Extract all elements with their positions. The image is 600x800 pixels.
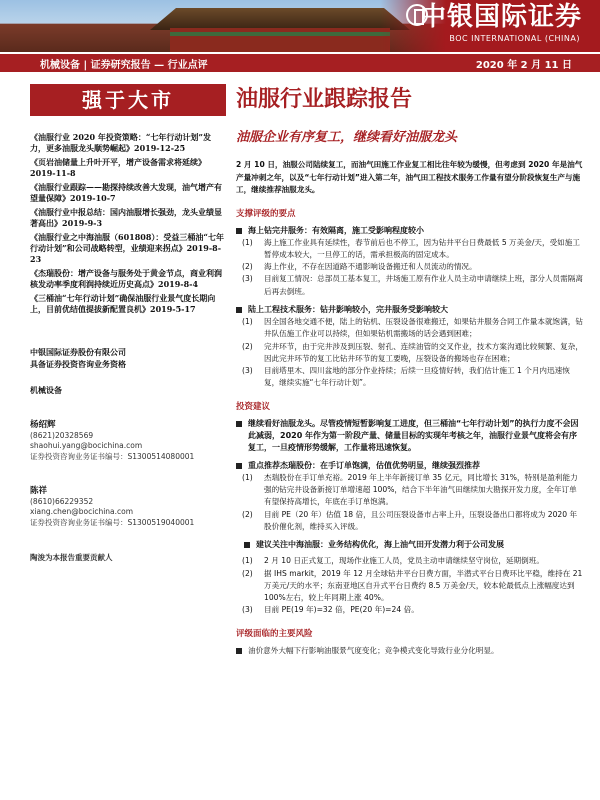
point-heading: 陆上工程技术服务：钻井影响较小，完井服务受影响较大 [236,304,584,316]
analyst-email[interactable]: shaohui.yang@bocichina.com [30,441,143,450]
square-bullet-icon [236,648,242,654]
analyst-card [30,486,226,528]
report-subtitle: 油服企业有序复工，继续看好油服龙头 [236,130,458,145]
section-heading-rating-points: 支撑评级的要点 [236,208,296,219]
point-block-onshore [236,304,584,390]
related-report: 《杰瑞股份：增产设备与服务处于黄金节点，商业利润核发动率季度利润持续近历史高点》2019-8-4 [30,268,222,289]
risk-item: 油价意外大幅下行影响油服景气度变化；竞争模式变化导致行业分化明显。 [236,645,584,657]
numbered-item: (1) 海上施工作业具有延续性，春节前后也不停工，因为钻井平台日费最低 5 万美金/天，受如施工暂停成本较大，一旦停工的话，需承担极高的固定成本。 [242,237,580,259]
analyst-cert: 证券投资咨询业务证书编号：S1300514080001 [30,451,195,461]
palace-roof-image [150,8,410,30]
numbered-item: (3) 目前复工情况：总部员工基本复工，井场施工原有作业人员主动申请继续上班，部分人员需隔离后再去倒班。 [242,274,583,296]
analyst-card [30,420,226,462]
related-report: 《页岩油储量上升叶开平，增产设备需求将延续》2019-11-8 [30,157,206,178]
header-banner [0,0,600,52]
numbered-item: (2) 目前 PE（20 年）估值 18 倍，且公司压裂设备市占率上升，压裂设备出口都将成为 2020 年股价催化剂，维持买入评级。 [242,509,578,531]
analyst-name: 杨绍辉 [30,420,56,430]
numbered-item: (2) 海上作业，不存在因道路不通影响设备搬迁和人员流动的情况。 [242,262,477,272]
numbered-item: (3) 目前塔里木、四川盆地的部分作业持续；后续一旦疫情好转，我们估计施工 1 个月内迅速恢复，继续实施“七年行动计划”。 [242,366,570,388]
rating-badge: 强于大市 [30,84,226,116]
report-category: 机械设备 | 证券研究报告 — 行业点评 [40,60,208,71]
logo-chinese-text: 中银国际证券 [419,2,582,32]
square-bullet-icon [244,542,250,548]
investment-point-jerry [236,460,584,533]
numbered-item: (1) 因全国各地交通不便，陆上的钻机、压裂设备很难搬迁，如果钻井服务合同工作量本就饱满，钻井队伍施工作业可以持续，但如果钻机需搬场的话会遇到困难； [242,316,583,339]
numbered-item: (1) 2 月 10 日正式复工，现场作业施工人员，党员主动申请继续坚守岗位，延期倒班。 [242,556,544,566]
report-title: 油服行业跟踪报告 [236,86,413,112]
logo-english-text: BOC INTERNATIONAL (CHINA) [449,34,580,43]
investment-point [236,418,584,454]
main-content [236,84,584,657]
point-heading: 继续看好油服龙头。尽管疫情短暂影响复工进度，但三桶油“七年行动计划”的执行力度不会因此减弱，2020 年作为第一阶段产量、储量目标的实现年考核之年，油服行业景气度将会有序复工，一旦疫情形势缓解，工作量将迅速恢复。 [236,418,584,454]
section-heading-risks: 评级面临的主要风险 [236,628,313,639]
summary-paragraph: 2 月 10 日，油服公司陆续复工，而油气田施工作业复工相比往年较为缓慢，但考虑到 2020 年是油气产量冲刺之年，以及“七年行动计划”进入第二年，油气田工程技术服务工作量有望分阶段恢复生产与施工，继续推荐油服龙头。 [236,160,583,194]
palace-hall-image [170,28,390,52]
numbered-item: (1) 杰瑞股份在手订单充裕。2019 年上半年新接订单 35 亿元，同比增长 31%，特别是盈利能力强的钻完井设备新接订单增速超 100%，结合下半年油气田继续加大勘探开发力度，全年订单有望保持高增长，年底在手订单饱满。 [242,472,578,507]
point-heading: 海上钻完井服务：有效隔离，施工受影响程度较小 [236,225,584,237]
analyst-cert: 证券投资咨询业务证书编号：S1300519040001 [30,517,195,527]
square-bullet-icon [236,228,242,234]
point-heading: 重点推荐杰瑞股份：在手订单饱满，估值优势明显，继续强烈推荐 [236,460,584,472]
related-report: 《油服行业之中海油服（601808）：受益三桶油“七年行动计划”和公司战略转型，业绩迎来拐点》2019-8-23 [30,232,224,264]
related-report: 《油服行业中报总结：国内油服增长强劲，龙头业绩显著高出》2019-9-3 [30,207,222,228]
numbered-item: (2) 据 IHS markit，2019 年 12 月全球钻井平台日费方面，半潜式平台日费环比平稳，维持在 21 万美元/天的水平；东南亚地区自升式平台日费约 8.5 万美金/天，较本轮最低点上涨幅度达到 100%左右，较上年同期上涨 40%。 [242,568,583,603]
square-bullet-icon [236,421,242,427]
sector-label: 机械设备 [30,386,62,395]
related-report: 《三桶油“七年行动计划”确保油服行业景气度长期向上，目前优结值提拔新配置良机》2019-5-17 [30,293,216,314]
firm-info [30,347,226,371]
related-reports-list [30,132,226,315]
point-heading: 建议关注中海油服：业务结构优化，海上油气田开发潜力利于公司发展 [244,539,584,551]
numbered-item: (3) 目前 PE(19 年)=32 倍，PE(20 年)=24 倍。 [242,605,419,615]
numbered-item: (2) 完井环节，由于完井涉及到压裂、射孔、连续油管的交叉作业，技术方案沟通比较频繁、复杂，因此完井环节的复工比钻井环节的复工要晚，压裂设备的搬场也存在困难； [242,341,583,363]
analyst-email[interactable]: xiang.chen@bocichina.com [30,507,134,516]
logo-area [380,0,600,52]
report-date: 2020 年 2 月 11 日 [475,60,572,71]
sidebar [30,84,226,563]
firm-qualification: 具备证券投资咨询业务资格 [30,360,126,369]
report-info-bar [0,54,600,72]
related-report: 《油服行业跟踪——勘探持续改善大发现，油气增产有望量保障》2019-10-7 [30,182,222,203]
risk-point [236,645,584,657]
square-bullet-icon [236,463,242,469]
analyst-phone: (8610)66229352 [30,496,94,506]
firm-name: 中银国际证券股份有限公司 [30,348,126,357]
section-heading-investment: 投资建议 [236,401,271,412]
contributor-note: 陶浚为本报告重要贡献人 [30,553,113,562]
analyst-name: 陈祥 [30,486,48,496]
analyst-phone: (8621)20328569 [30,430,94,440]
investment-point-cosl [236,539,584,616]
related-report: 《油服行业 2020 年投资策略：“七年行动计划”发力，更多油服龙头顺势崛起》2019-12-25 [30,132,212,153]
point-block-offshore [236,225,584,298]
square-bullet-icon [236,307,242,313]
